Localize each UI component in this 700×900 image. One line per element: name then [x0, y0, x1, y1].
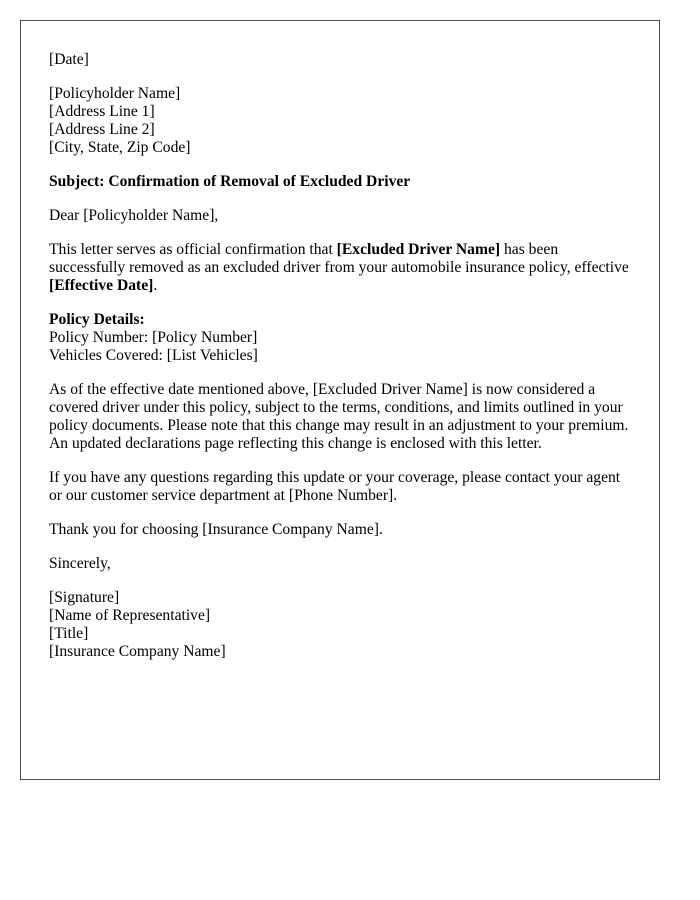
- vehicles-covered: Vehicles Covered: [List Vehicles]: [49, 347, 258, 364]
- signature-block: [49, 589, 631, 661]
- company-name: [Insurance Company Name]: [49, 643, 226, 660]
- excluded-driver-name: [Excluded Driver Name]: [336, 241, 501, 258]
- salutation: Dear [Policyholder Name],: [49, 207, 219, 224]
- policy-number: Policy Number: [Policy Number]: [49, 329, 258, 346]
- recipient-name: [Policyholder Name]: [49, 85, 181, 102]
- letter-subject: [49, 173, 631, 191]
- body-1-text-a: This letter serves as official confirmation that: [49, 241, 337, 258]
- policy-details-block: [49, 311, 631, 365]
- closing: Sincerely,: [49, 555, 111, 572]
- body-1-text-b: has been successfully removed as an excluded driver from your automobile insurance policy, effective: [49, 241, 629, 276]
- body-paragraph-coverage: As of the effective date mentioned above, [Excluded Driver Name] is now considered a covered driver under this policy, subject to the terms, conditions, and limits outlined in your policy documents. Please note that this change may result in an adjustment to your premium. An updated declarations page reflecting this change is enclosed with this letter.: [49, 381, 629, 452]
- representative-title: [Title]: [49, 625, 89, 642]
- letter-date: [Date]: [49, 51, 89, 68]
- policy-details-heading: Policy Details:: [49, 311, 145, 328]
- representative-name: [Name of Representative]: [49, 607, 211, 624]
- body-paragraph-contact: If you have any questions regarding this update or your coverage, please contact your agent or our customer service department at [Phone Number].: [49, 469, 621, 504]
- effective-date: [Effective Date]: [49, 277, 154, 294]
- recipient-city-state-zip: [City, State, Zip Code]: [49, 139, 191, 156]
- recipient-address-line-2: [Address Line 2]: [49, 121, 155, 138]
- recipient-address-block: [49, 85, 631, 157]
- body-1-text-c: .: [153, 277, 158, 294]
- body-paragraph-confirmation: [49, 241, 631, 295]
- thank-you-line: Thank you for choosing [Insurance Company Name].: [49, 521, 383, 538]
- signature: [Signature]: [49, 589, 120, 606]
- subject-text: Subject: Confirmation of Removal of Excluded Driver: [49, 173, 411, 190]
- recipient-address-line-1: [Address Line 1]: [49, 103, 155, 120]
- letter-document: [20, 20, 660, 780]
